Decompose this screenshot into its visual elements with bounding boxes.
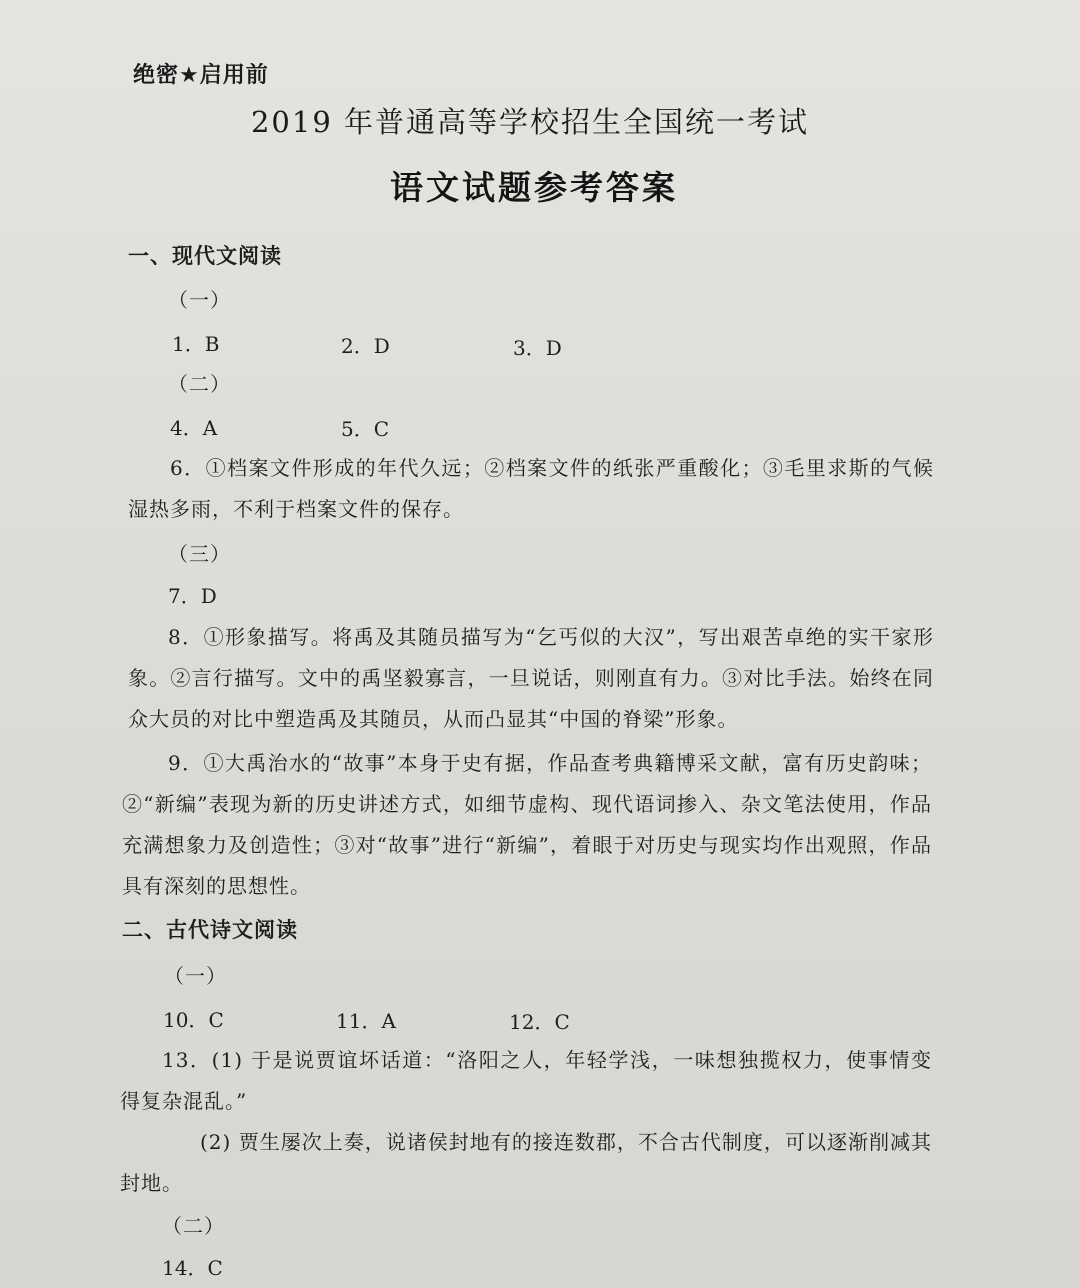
answer-3: 3．D xyxy=(513,336,562,360)
answer-13-part-2: (2) 贾生屡次上奏，说诸侯封地有的接连数郡，不合古代制度，可以逐渐削减其封地。 xyxy=(120,1130,932,1195)
answer-11: 11．A xyxy=(336,1009,396,1033)
exam-title: 2019 年普通高等学校招生全国统一考试 xyxy=(250,105,810,139)
answer-4: 4．A xyxy=(170,416,218,440)
section-heading-classical-reading: 二、古代诗文阅读 xyxy=(122,918,298,942)
subsection-label: （二） xyxy=(162,1214,225,1238)
subsection-label: （二） xyxy=(168,372,231,396)
answer-7: 7．D xyxy=(168,584,217,608)
answer-13-part-1: 13．(1) 于是说贾谊坏话道：“洛阳之人，年轻学浅，一味想独揽权力，使事情变得复杂混乱。” xyxy=(120,1048,932,1113)
answer-12: 12．C xyxy=(509,1010,570,1034)
answer-10: 10．C xyxy=(163,1008,224,1032)
answer-1: 1．B xyxy=(172,332,220,356)
answer-9: 9．①大禹治水的“故事”本身于史有据，作品查考典籍博采文献，富有历史韵味；②“新编”表现为新的历史讲述方式，如细节虚构、现代语词掺入、杂文笔法使用，作品充满想象力及创造性；③对“故事”进行“新编”，着眼于对历史与现实均作出观照，作品具有深刻的思想性。 xyxy=(122,751,932,898)
answer-14: 14．C xyxy=(162,1256,223,1280)
secret-mark: 绝密★启用前 xyxy=(133,63,269,88)
section-heading-modern-reading: 一、现代文阅读 xyxy=(128,244,282,268)
answer-2: 2．D xyxy=(341,334,390,358)
subsection-label: （三） xyxy=(168,542,231,566)
answer-key-title: 语文试题参考答案 xyxy=(390,168,678,207)
answer-8: 8．①形象描写。将禹及其随员描写为“乞丐似的大汉”，写出艰苦卓绝的实干家形象。②言行描写。文中的禹坚毅寡言，一旦说话，则刚直有力。③对比手法。始终在同众大员的对比中塑造禹及其随员，从而凸显其“中国的脊梁”形象。 xyxy=(128,625,934,731)
subsection-label: （一） xyxy=(168,288,231,312)
answer-5: 5．C xyxy=(341,417,390,441)
subsection-label: （一） xyxy=(164,964,227,988)
answer-6: 6．①档案文件形成的年代久远；②档案文件的纸张严重酸化；③毛里求斯的气候湿热多雨，不利于档案文件的保存。 xyxy=(128,456,934,521)
